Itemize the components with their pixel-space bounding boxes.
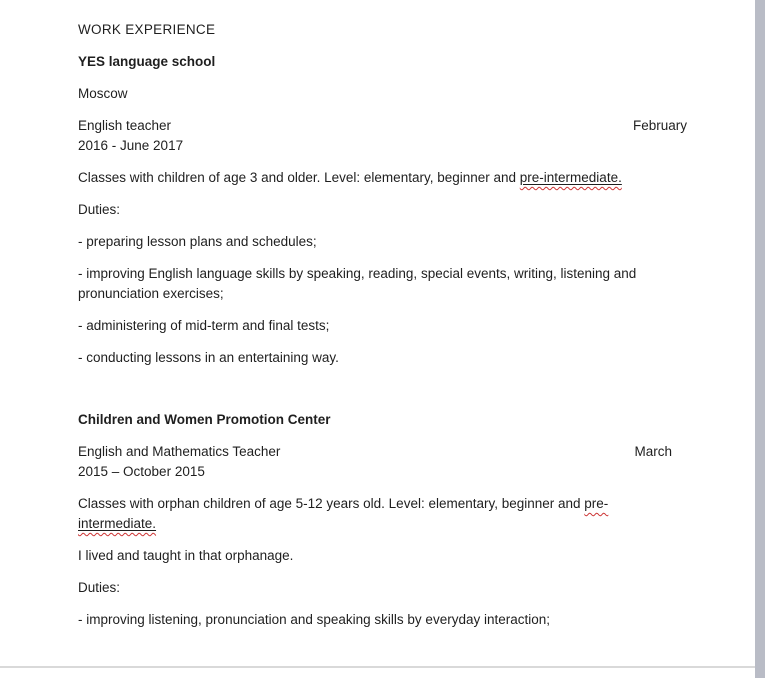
period-continuation: 2016 - June 2017 xyxy=(78,138,184,153)
position-date-row xyxy=(78,116,687,136)
scrollbar-track[interactable] xyxy=(755,0,765,678)
job-location: Moscow xyxy=(78,86,128,101)
underlined-term xyxy=(78,516,156,531)
misspelled-term: pre-intermediate. xyxy=(519,170,622,185)
employer-name: YES language school xyxy=(78,54,216,69)
duty-item: - preparing lesson plans and schedules; xyxy=(78,234,317,249)
period-start: February xyxy=(632,118,687,133)
misspelled-term: pre- xyxy=(584,496,609,511)
duties-label: Duties: xyxy=(78,202,121,217)
job-summary-text: Classes with orphan children of age 5-12 years old. Level: elementary, beginner and xyxy=(78,496,585,511)
employer-name: Children and Women Promotion Center xyxy=(78,412,331,427)
duty-item-continuation: pronunciation exercises; xyxy=(78,286,224,301)
job-note: I lived and taught in that orphanage. xyxy=(78,548,294,563)
job-summary-continuation xyxy=(78,514,687,534)
job-entry xyxy=(78,410,687,630)
section-heading-work-experience: WORK EXPERIENCE xyxy=(78,22,216,37)
job-summary xyxy=(78,168,687,188)
position-date-row xyxy=(78,442,687,462)
period-continuation: 2015 – October 2015 xyxy=(78,464,205,479)
duty-item: - conducting lessons in an entertaining way. xyxy=(78,350,339,365)
job-summary xyxy=(78,494,687,514)
duties-label: Duties: xyxy=(78,580,121,595)
job-entry xyxy=(78,52,687,368)
misspelled-term: intermediate. xyxy=(78,516,157,531)
duty-item: - improving English language skills by speaking, reading, special events, writing, listening and xyxy=(78,266,637,281)
duty-item: - improving listening, pronunciation and speaking skills by everyday interaction; xyxy=(78,612,550,627)
duty-item: - administering of mid-term and final tests; xyxy=(78,318,330,333)
page-bottom-rule xyxy=(0,666,755,668)
position-title: English and Mathematics Teacher xyxy=(78,444,281,459)
underlined-term xyxy=(520,170,622,185)
position-title: English teacher xyxy=(78,118,172,133)
period-start: March xyxy=(634,444,672,459)
job-summary-text: Classes with children of age 3 and older. Level: elementary, beginner and xyxy=(78,170,520,185)
